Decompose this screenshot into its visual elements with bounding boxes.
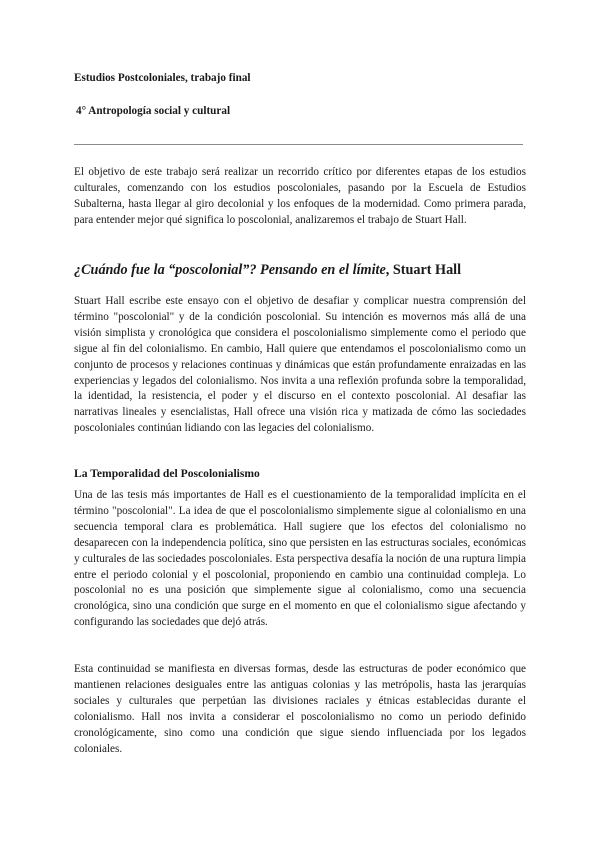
section-heading-title: ¿Cuándo fue la “poscolonial”? Pensando en el límite bbox=[74, 262, 386, 278]
section-paragraph: Stuart Hall escribe este ensayo con el objetivo de desafiar y complicar nuestra comprensión del término "poscolonial" y de la condición poscolonial. Su intención es movernos más allá de una visión simplista y cronológica que considera el poscolonialismo simplemente como el periodo que sigue al fin del colonialismo. En cambio, Hall quiere que entendamos el poscolonialismo como un conjunto de procesos y relaciones continuas y dinámicas que están profundamente enraizadas en las experiencias y legados del colonialismo. Nos invita a una reflexión profunda sobre la temporalidad, la identidad, la resistencia, el poder y el discurso en el contexto poscolonial. Al desafiar las narrativas lineales y esencialistas, Hall ofrece una visión rica y matizada de cómo las sociedades poscoloniales continúan lidiando con las legacies del colonialismo. bbox=[74, 295, 526, 435]
program-subtitle: 4° Antropología social y cultural bbox=[76, 105, 231, 117]
intro-paragraph: El objetivo de este trabajo será realizar un recorrido crítico por diferentes etapas de los estudios culturales, comenzando con los estudios poscoloniales, pasando por la Escuela de Estudios Subalterna, hasta llegar al giro decolonial y los enfoques de la modernidad. Como primera parada, para entender mejor qué significa lo poscolonial, analizaremos el trabajo de Stuart Hall. bbox=[74, 166, 526, 226]
section-heading-author: , Stuart Hall bbox=[385, 262, 462, 278]
course-title: Estudios Postcoloniales, trabajo final bbox=[74, 72, 251, 84]
subsection-heading: La Temporalidad del Poscolonialismo bbox=[74, 467, 260, 480]
header-divider bbox=[74, 144, 523, 145]
subsection-paragraph-1: Una de las tesis más importantes de Hall es el cuestionamiento de la temporalidad implícita en el término "poscolonial". La idea de que el poscolonialismo simplemente sigue al colonialismo en una secuencia temporal clara es problemática. Hall sugiere que los efectos del colonialismo no desaparecen con la independencia política, sino que persisten en las estructuras sociales, económicas y culturales de las sociedades poscoloniales. Esta perspectiva desafía la noción de una ruptura limpia entre el periodo colonial y el poscolonial, proponiendo en cambio una continuidad compleja. Lo poscolonial no es una posición que simplemente sigue al colonialismo, como una secuencia cronológica, sino una condición que surge en el momento en que el colonialismo sigue afectando y configurando las sociedades que dejó atrás. bbox=[74, 489, 526, 629]
section-heading bbox=[74, 261, 526, 279]
subsection-paragraph-2: Esta continuidad se manifiesta en diversas formas, desde las estructuras de poder económico que mantienen relaciones desiguales entre las antiguas colonias y las metrópolis, hasta las jerarquías sociales y culturales que perpetúan las divisiones raciales y étnicas establecidas durante el colonialismo. Hall nos invita a considerar el poscolonialismo no como un periodo definido cronológicamente, sino como una condición que sigue siendo influenciada por los legados coloniales. bbox=[74, 663, 526, 755]
